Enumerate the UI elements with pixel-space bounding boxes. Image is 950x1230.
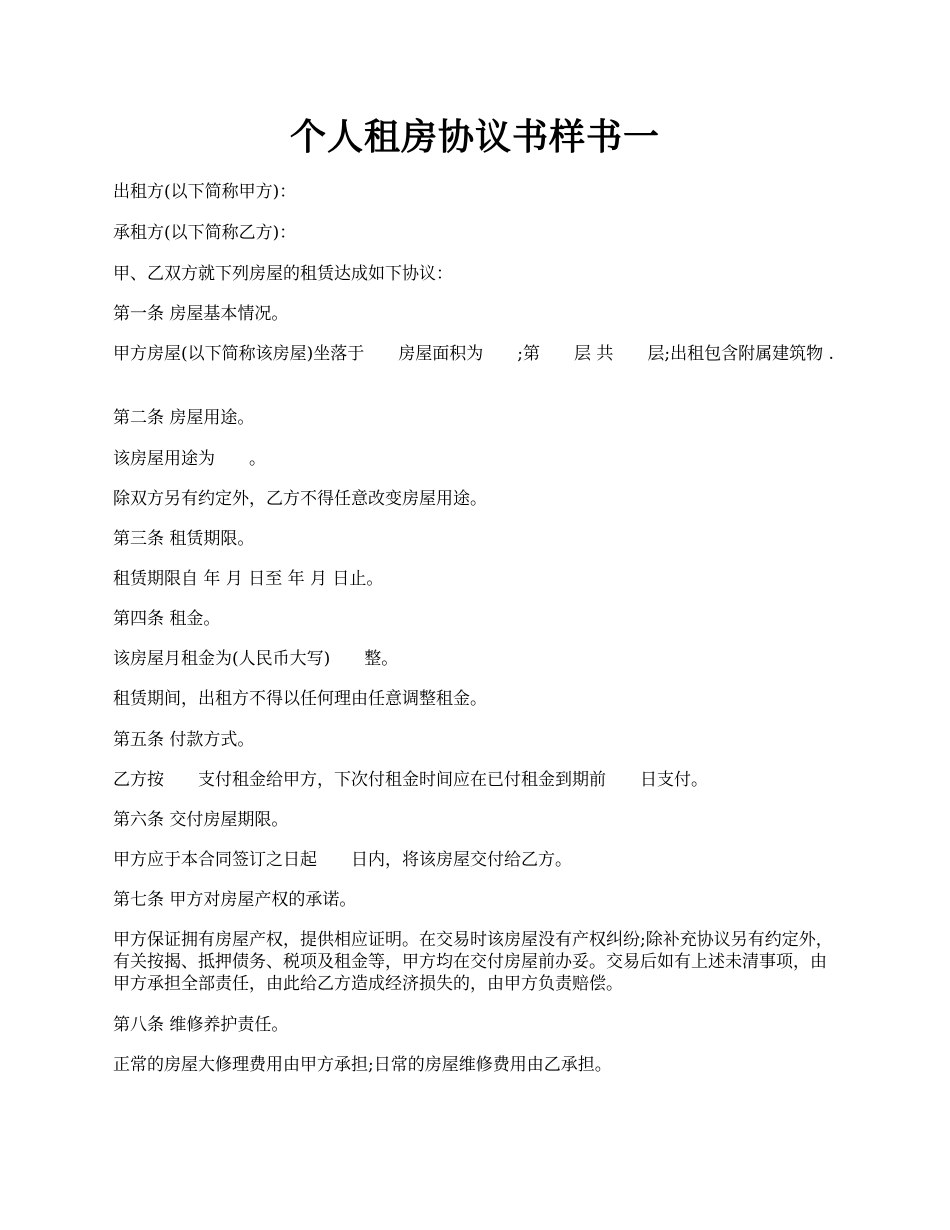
article-3-body: 租赁期限自 年 月 日至 年 月 日止。: [113, 569, 384, 589]
article-3-heading: 第三条 租赁期限。: [113, 529, 255, 549]
article-8-body: 正常的房屋大修理费用由甲方承担;日常的房屋维修费用由乙承担。: [113, 1055, 612, 1075]
article-5-heading: 第五条 付款方式。: [113, 730, 255, 750]
article-1-body: 甲方房屋(以下简称该房屋)坐落于 房屋面积为 ;第 层 共 层;出租包含附属建筑物 .: [113, 344, 834, 364]
article-4-heading: 第四条 租金。: [113, 609, 221, 629]
article-8-heading: 第八条 维修养护责任。: [113, 1015, 289, 1035]
article-6-body: 甲方应于本合同签订之日起 日内，将该房屋交付给乙方。: [113, 850, 572, 870]
document-title: 个人租房协议书样书一: [289, 116, 660, 158]
paragraph-agreement-intro: 甲、乙双方就下列房屋的租赁达成如下协议：: [113, 264, 453, 284]
article-2-body-2: 除双方另有约定外，乙方不得任意改变房屋用途。: [113, 489, 487, 509]
article-7-body: 甲方保证拥有房屋产权，提供相应证明。在交易时该房屋没有产权纠纷;除补充协议另有约定外，有关按揭、抵押债务、税项及租金等，甲方均在交付房屋前办妥。交易后如有上述未清事项，由甲方承担全部责任，由此给乙方造成经济损失的，由甲方负责赔偿。: [113, 930, 833, 994]
article-2-heading: 第二条 房屋用途。: [113, 408, 255, 428]
paragraph-lessor: 出租方(以下简称甲方)：: [113, 182, 297, 202]
article-7-heading: 第七条 甲方对房屋产权的承诺。: [113, 890, 357, 910]
article-6-heading: 第六条 交付房屋期限。: [113, 810, 289, 830]
article-4-body-1: 该房屋月租金为(人民币大写) 整。: [113, 649, 399, 669]
article-1-heading: 第一条 房屋基本情况。: [113, 304, 289, 324]
paragraph-lessee: 承租方(以下简称乙方)：: [113, 223, 297, 243]
article-4-body-2: 租赁期间，出租方不得以任何理由任意调整租金。: [113, 689, 487, 709]
article-5-body: 乙方按 支付租金给甲方，下次付租金时间应在已付租金到期前 日支付。: [113, 770, 708, 790]
article-2-body-1: 该房屋用途为 。: [113, 449, 266, 469]
